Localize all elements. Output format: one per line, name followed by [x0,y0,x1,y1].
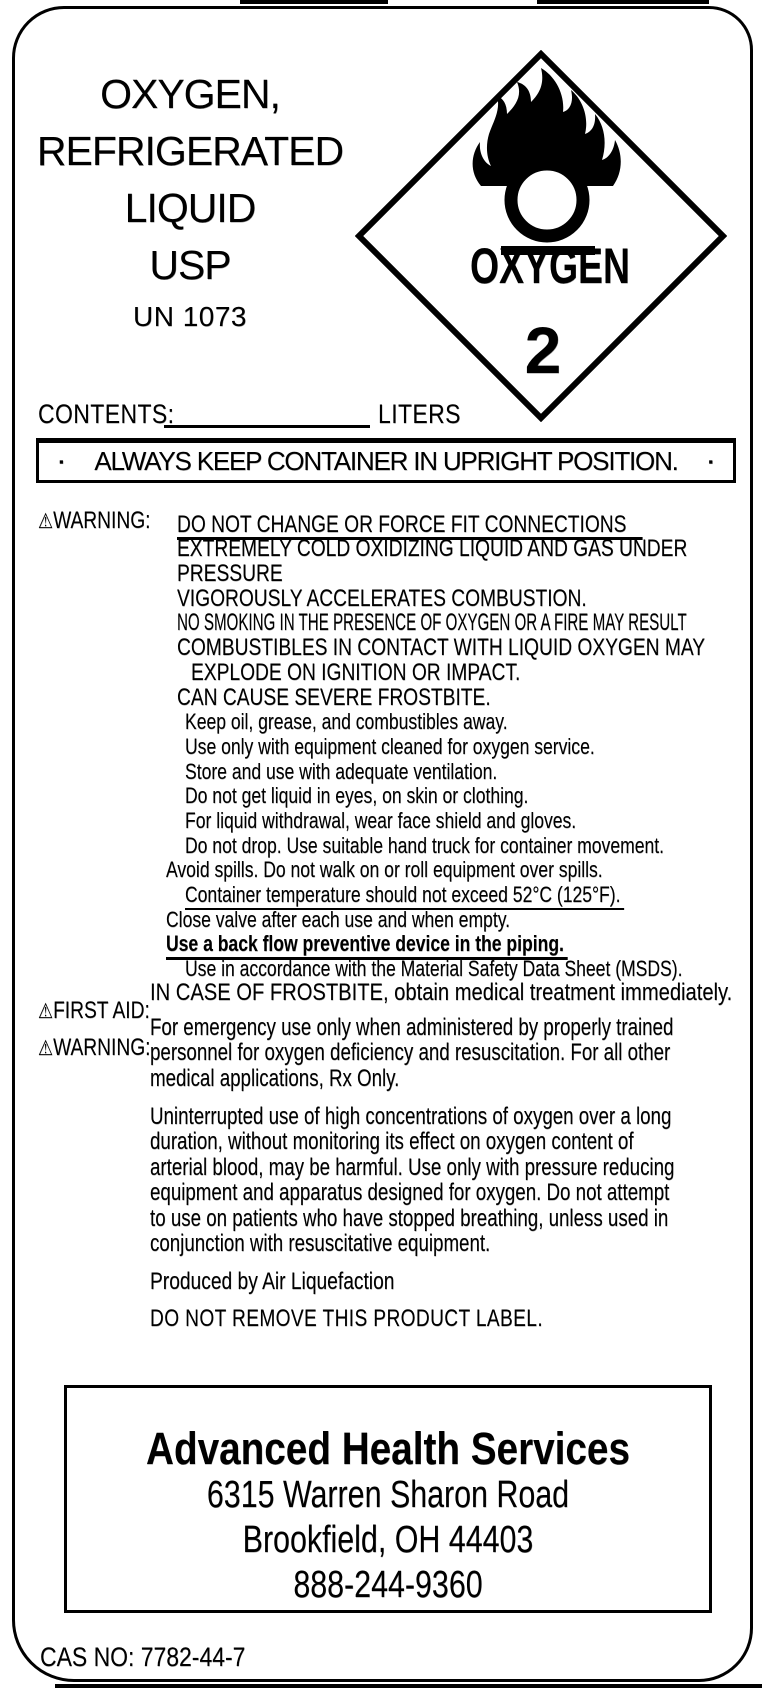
usage-caution-line: Uninterrupted use of high concentrations of oxygen over a long [150,1103,672,1130]
hazard-warning-line: NO SMOKING IN THE PRESENCE OF OXYGEN OR A FIRE MAY RESULT [176,609,687,637]
hazard-warning-line: Close valve after each use and when empty. [165,906,510,932]
hazard-warning-line: COMBUSTIBLES IN CONTACT WITH LIQUID OXYGEN MAY [176,634,705,662]
medical-warning-line: medical applications, Rx Only. [150,1064,400,1092]
oxygen-hazard-placard [355,50,727,422]
hazard-warning-statements [150,488,756,982]
cas-number: CAS NO: 7782-44-7 [40,1642,246,1672]
scan-edge-artifact-top-left [240,0,388,4]
usage-caution-line: arterial blood, may be harmful. Use only with pressure reducing [150,1153,675,1181]
usage-caution-paragraph [150,1104,762,1256]
do-not-remove-notice: DO NOT REMOVE THIS PRODUCT LABEL. [150,1305,544,1332]
bullet-icon: ▪ [708,454,713,469]
hazard-warning-line: Use in accordance with the Material Safety Data Sheet (MSDS). [184,956,683,982]
hazard-warning-line: Avoid spills. Do not walk on or roll equipment over spills. [165,857,603,883]
hazard-warning-line: CAN CAUSE SEVERE FROSTBITE. [176,683,491,711]
hazard-warning-line: VIGOROUSLY ACCELERATES COMBUSTION. [176,584,587,612]
product-title [22,66,358,294]
product-title-block [22,66,358,334]
distributor-box [64,1385,712,1613]
placard-hazard-class-number: 2 [524,313,562,387]
hazard-warning-line: EXTREMELY COLD OXIDIZING LIQUID AND GAS UNDER [176,535,687,563]
usage-caution-line: duration, without monitoring its effect on oxygen content of [150,1128,634,1156]
produced-by-note: Produced by Air Liquefaction [150,1268,395,1295]
product-title-line: LIQUID [124,185,256,231]
distributor-name: Advanced Health Services [146,1423,630,1474]
un-number: UN 1073 [132,301,247,332]
medical-warning-label-text: WARNING: [52,1034,151,1061]
medical-warning-line: For emergency use only when administered by properly trained [150,1014,674,1041]
medical-warning-text [150,1015,762,1091]
hazard-warning-line: Use only with equipment cleaned for oxygen service. [184,733,595,759]
scan-edge-artifact-bottom [55,1684,762,1688]
hazard-warning-line: For liquid withdrawal, wear face shield and gloves. [184,807,576,833]
placard-product-name: OXYGEN [470,238,630,294]
hazard-warning-line: EXPLODE ON IGNITION OR IMPACT. [190,658,520,686]
hazard-warning-line: Do not get liquid in eyes, on skin or clothing. [184,783,529,809]
product-title-line: OXYGEN, [100,71,280,117]
medical-warning-line: personnel for oxygen deficiency and resuscitation. For all other [150,1039,671,1067]
contents-unit-label: LITERS [378,399,461,429]
contents-label: CONTENTS: [38,399,175,429]
hazard-warning-line: Do not drop. Use suitable hand truck for container movement. [184,832,664,858]
warning-triangle-icon: ⚠ [37,1037,53,1060]
hazard-warning-line: Container temperature should not exceed 52°C (125°F). [158,858,756,883]
distributor-phone: 888-244-9360 [293,1564,483,1606]
distributor-street: 6315 Warren Sharon Road [206,1474,570,1516]
usage-caution-line: to use on patients who have stopped breathing, unless used in [150,1204,669,1232]
product-title-line: REFRIGERATED [36,128,344,174]
first-aid-instruction: IN CASE OF FROSTBITE, obtain medical treatment immediately. [150,979,733,1006]
usage-caution-line: conjunction with resuscitative equipment. [150,1229,491,1257]
distributor-city-state-zip: Brookfield, OH 44403 [242,1519,534,1561]
warning-triangle-icon: ⚠ [37,1000,53,1023]
usage-caution-line: equipment and apparatus designed for oxygen. Do not attempt [150,1179,670,1207]
first-aid-label-text: FIRST AID: [52,997,150,1024]
hazard-warning-label-text: WARNING: [52,507,151,534]
hazard-warning-line: Keep oil, grease, and combustibles away. [184,709,508,735]
hazard-warning-line: DO NOT CHANGE OR FORCE FIT CONNECTIONS [150,488,756,513]
contents-fill-in-blank [164,399,370,428]
product-title-line: USP [149,242,231,288]
hazard-warning-line: Use a back flow preventive device in the piping. [139,908,756,933]
warning-triangle-icon: ⚠ [37,510,53,533]
bullet-icon: ▪ [59,454,64,469]
scan-edge-artifact-top-right [537,0,709,4]
upright-position-notice-text: ALWAYS KEEP CONTAINER IN UPRIGHT POSITION. [94,446,678,476]
upright-position-notice-box [36,438,736,483]
hazard-warning-line: Store and use with adequate ventilation. [184,758,497,784]
hazard-warning-line: PRESSURE [176,560,283,588]
